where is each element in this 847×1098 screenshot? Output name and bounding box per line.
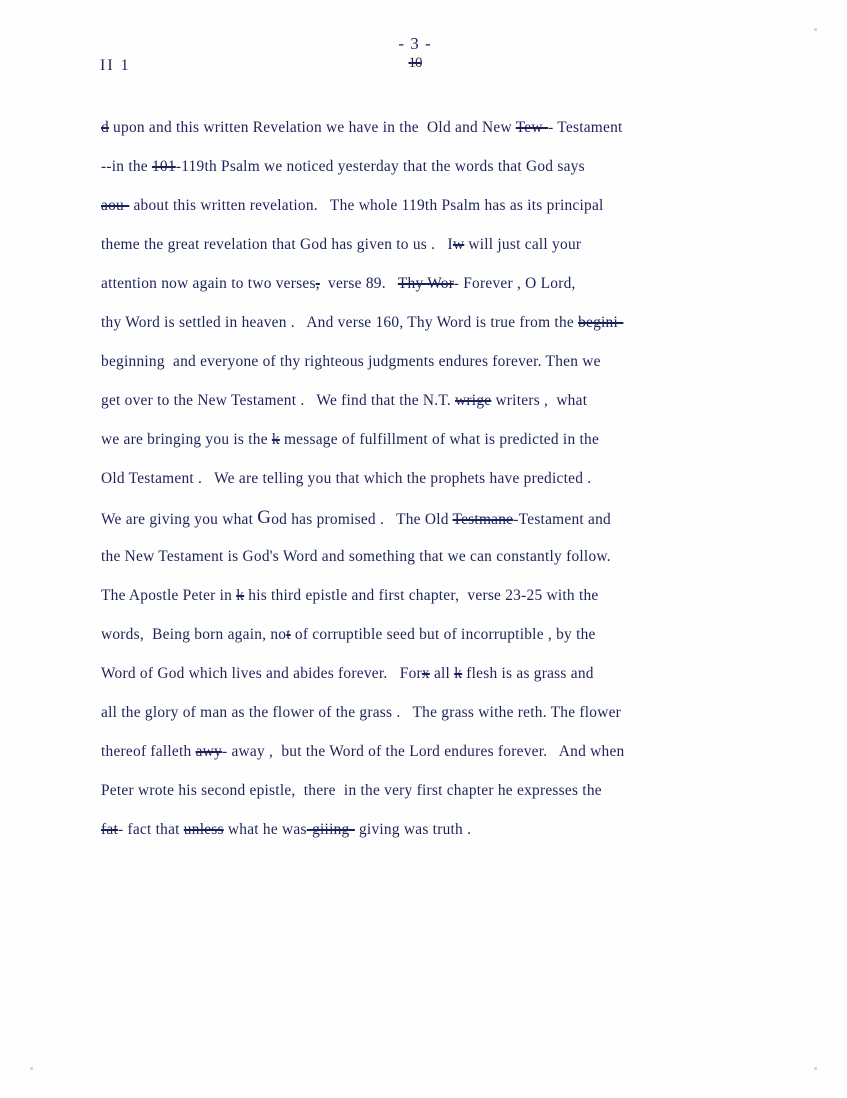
struck-text: k — [271, 431, 280, 448]
text-run: get over to the New Testament . We find that the N.T. — [101, 392, 456, 409]
struck-text: unless — [183, 821, 224, 838]
text-run: -119th Psalm we noticed yesterday that the words that God says — [175, 158, 585, 175]
text-line — [101, 303, 773, 342]
text-line — [101, 810, 773, 849]
text-run: The Apostle Peter in — [101, 587, 237, 604]
text-run: Word of God which lives and abides forever. For — [101, 665, 422, 682]
text-run: theme the great revelation that God has given to us . I — [101, 236, 453, 253]
text-run: all the glory of man as the flower of the grass . The grass withe reth. The flower — [101, 704, 622, 721]
text-line — [101, 537, 773, 576]
text-run: od has promised . The Old — [271, 511, 453, 528]
text-run: --in the — [101, 158, 152, 175]
text-line — [101, 381, 773, 420]
text-run: flesh is as grass and — [462, 665, 594, 682]
typescript-body — [101, 108, 773, 849]
struck-text: k — [454, 665, 463, 682]
text-run: attention now again to two verses — [101, 275, 316, 292]
text-line — [101, 186, 773, 225]
text-run: - fact that — [117, 821, 184, 838]
text-line — [101, 342, 773, 381]
text-line — [101, 771, 773, 810]
text-run: verse 89. — [319, 275, 398, 292]
text-run: Peter wrote his second epistle, there in the very first chapter he expresses the — [101, 782, 602, 799]
text-line — [101, 654, 773, 693]
text-run: - Forever , O Lord, — [453, 275, 576, 292]
struck-text: t — [286, 626, 291, 643]
page-number-struck: 10 — [408, 55, 422, 71]
struck-text: begini- — [578, 314, 624, 331]
text-run: upon and this written Revelation we have in the Old and New — [108, 119, 516, 136]
text-run: - Testament — [548, 119, 623, 136]
text-run: We are giving you what — [101, 511, 258, 528]
page-number-current: - 3 - — [398, 34, 432, 53]
text-line — [101, 225, 773, 264]
text-line — [101, 615, 773, 654]
struck-text: k — [236, 587, 245, 604]
text-run: beginning and everyone of thy righteous judgments endures forever. Then we — [101, 353, 601, 370]
text-run: the New Testament is God's Word and something that we can constantly follow. — [101, 548, 611, 565]
struck-text: Testmane — [452, 511, 514, 528]
text-line — [101, 693, 773, 732]
text-run: words, Being born again, no — [101, 626, 287, 643]
text-line — [101, 264, 773, 303]
struck-text: w — [452, 236, 465, 253]
raised-character: G — [257, 507, 272, 528]
text-run: thereof falleth — [101, 743, 196, 760]
text-run: his third epistle and first chapter, verse 23-25 with the — [244, 587, 599, 604]
page-number — [355, 34, 475, 72]
scan-artifact-bottom-left — [30, 1067, 33, 1070]
text-run: - away , but the Word of the Lord endures forever. And when — [222, 743, 625, 760]
text-run: thy Word is settled in heaven . And verse 160, Thy Word is true from the — [101, 314, 579, 331]
text-run: about this written revelation. The whole 119th Psalm has as its principal — [129, 197, 604, 214]
text-run: message of fulfillment of what is predicted in the — [279, 431, 600, 448]
folio-mark: II 1 — [100, 57, 131, 74]
struck-text: d — [101, 119, 109, 136]
text-run: writers , what — [491, 392, 588, 409]
text-run: all — [429, 665, 455, 682]
struck-text: aou- — [101, 197, 130, 214]
text-line — [101, 108, 773, 147]
text-run: -Testament and — [513, 511, 612, 528]
struck-text: , — [315, 275, 320, 292]
struck-text: 101 — [151, 158, 176, 175]
text-line — [101, 420, 773, 459]
text-line — [101, 147, 773, 186]
text-line — [101, 459, 773, 498]
text-line — [101, 498, 773, 537]
text-line — [101, 732, 773, 771]
scan-artifact-bottom-right — [814, 1067, 817, 1070]
struck-text: Tew- — [515, 119, 549, 136]
text-run: Old Testament . We are telling you that which the prophets have predicted . — [101, 470, 592, 487]
text-run: of corruptible seed but of incorruptible , by the — [290, 626, 596, 643]
struck-text: fat — [101, 821, 118, 838]
scan-artifact-top-right — [814, 28, 817, 31]
struck-text: wrige — [455, 392, 492, 409]
text-run: we are bringing you is the — [101, 431, 272, 448]
struck-text: awy — [195, 743, 222, 760]
text-line — [101, 576, 773, 615]
struck-text: x — [421, 665, 430, 682]
struck-text: Thy Wor — [397, 275, 454, 292]
text-run: giving was truth . — [354, 821, 472, 838]
text-run: what he was — [223, 821, 307, 838]
text-run: will just call your — [464, 236, 582, 253]
struck-text: -giiing- — [306, 821, 355, 838]
